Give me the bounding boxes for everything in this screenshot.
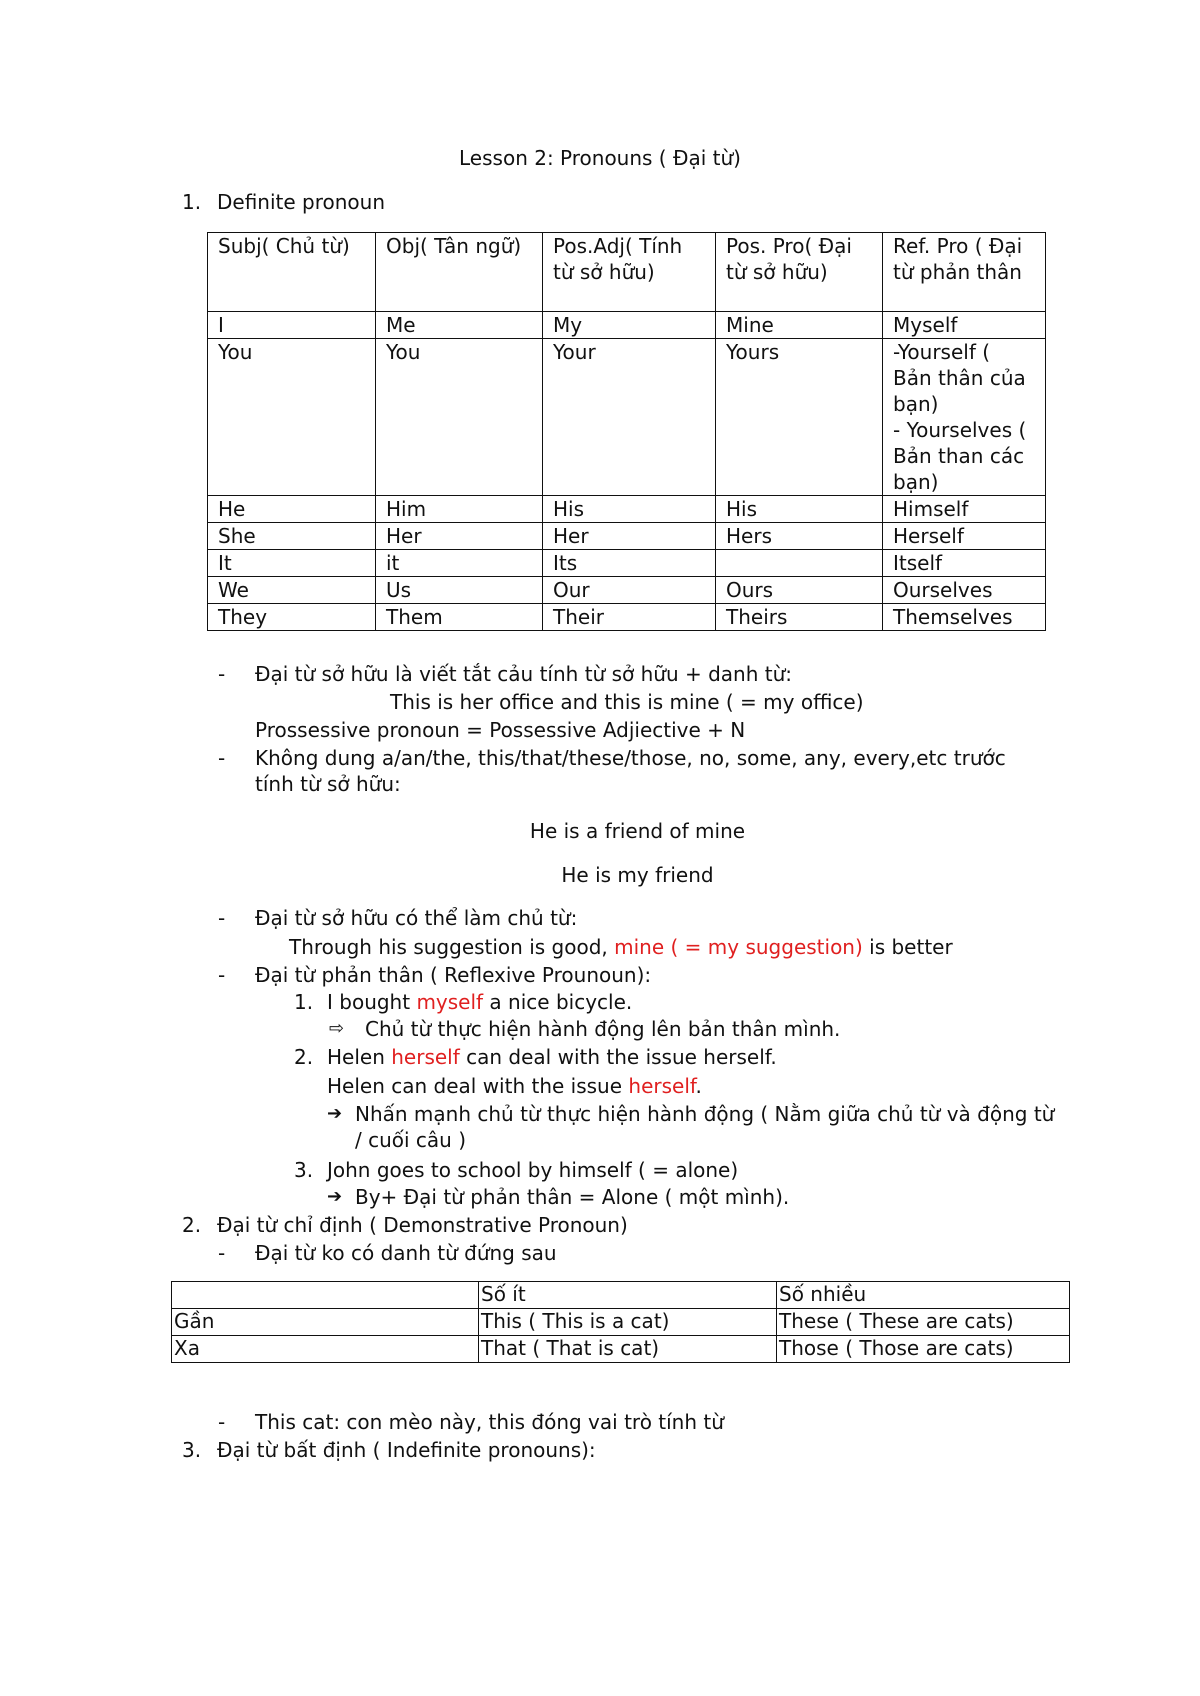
table-cell: Gần: [172, 1309, 479, 1336]
note-formula: Prossessive pronoun = Possessive Adjiective + N: [255, 718, 746, 742]
table-row: [208, 523, 1046, 550]
highlight-text: herself: [628, 1074, 696, 1098]
table-cell: That ( That is cat): [479, 1336, 777, 1363]
example-text: Helen: [327, 1045, 392, 1069]
example-text: is better: [862, 935, 953, 959]
table-cell: Myself: [883, 312, 1046, 339]
table-cell: Mine: [716, 312, 883, 339]
table-cell: Those ( Those are cats): [777, 1336, 1070, 1363]
bullet-dash: -: [218, 1241, 226, 1265]
table-cell: Her: [543, 523, 716, 550]
table-row: [208, 604, 1046, 631]
reflexive-note-3: By+ Đại từ phản thân = Alone ( một mình).: [355, 1185, 790, 1209]
table-cell: it: [376, 550, 543, 577]
table-cell: Me: [376, 312, 543, 339]
header-possessive-pronoun: Pos. Pro( Đại từ sở hữu): [716, 233, 883, 312]
table-row: [208, 312, 1046, 339]
example-sentence-b: He is my friend: [561, 863, 714, 887]
table-cell: Herself: [883, 523, 1046, 550]
table-cell: I: [208, 312, 376, 339]
note-reflexive: Đại từ phản thân ( Reflexive Prounoun):: [255, 963, 652, 987]
example-text: Through his suggestion is good,: [289, 935, 615, 959]
arrow-icon: ⇨: [329, 1018, 345, 1039]
table-cell: Her: [376, 523, 543, 550]
table-cell: My: [543, 312, 716, 339]
table-cell: This ( This is a cat): [479, 1309, 777, 1336]
example-text: can deal with the issue herself.: [459, 1045, 777, 1069]
table-cell: You: [376, 339, 543, 496]
header-empty: [172, 1282, 479, 1309]
note-subject-example: [289, 934, 953, 960]
table-cell: Themselves: [883, 604, 1046, 631]
highlight-text: myself: [416, 990, 484, 1014]
reflexive-note-2: [355, 1101, 1055, 1153]
table-cell: You: [208, 339, 376, 496]
header-subject: Subj( Chủ từ): [208, 233, 376, 312]
reflexive-example-1: [327, 989, 632, 1015]
reflexive-example-2: [327, 1044, 777, 1070]
table-cell: Our: [543, 577, 716, 604]
pronoun-table: [207, 232, 1046, 631]
example-text: .: [695, 1074, 702, 1098]
section-1-number: 1.: [182, 190, 202, 214]
table-row: [172, 1336, 1070, 1363]
table-cell: -Yourself ( Bản thân của bạn) - Yourselves ( Bản than các bạn): [883, 339, 1046, 496]
note-example: This is her office and this is mine ( = my office): [390, 690, 864, 714]
reflexive-note-1: Chủ từ thực hiện hành động lên bản thân mình.: [365, 1017, 841, 1041]
table-cell: Ours: [716, 577, 883, 604]
table-cell: Him: [376, 496, 543, 523]
table-cell: She: [208, 523, 376, 550]
table-cell: [716, 550, 883, 577]
table-row: [208, 496, 1046, 523]
table-cell: Theirs: [716, 604, 883, 631]
arrow-icon: ➔: [327, 1103, 343, 1124]
table-cell: He: [208, 496, 376, 523]
table-cell: Yours: [716, 339, 883, 496]
table-cell: Its: [543, 550, 716, 577]
section-2-number: 2.: [182, 1213, 202, 1237]
table-cell: His: [543, 496, 716, 523]
table-cell: These ( These are cats): [777, 1309, 1070, 1336]
table-cell: We: [208, 577, 376, 604]
table-row: [208, 339, 1046, 496]
table-row: [172, 1309, 1070, 1336]
table-row: [208, 577, 1046, 604]
note-possessive-definition: Đại từ sở hữu là viết tắt cảu tính từ sở hữu + danh từ:: [255, 662, 793, 686]
table-cell: His: [716, 496, 883, 523]
arrow-icon: ➔: [327, 1186, 343, 1207]
table-cell: Hers: [716, 523, 883, 550]
reflexive-example-2b: [327, 1073, 702, 1099]
header-singular: Số ít: [479, 1282, 777, 1309]
section-3-number: 3.: [182, 1438, 202, 1462]
demonstrative-table: [171, 1281, 1070, 1363]
list-number: 3.: [294, 1158, 314, 1182]
list-number: 2.: [294, 1045, 314, 1069]
header-possessive-adjective: Pos.Adj( Tính từ sở hữu): [543, 233, 716, 312]
table-cell: Ourselves: [883, 577, 1046, 604]
page-title: Lesson 2: Pronouns ( Đại từ): [459, 146, 741, 170]
section-3-heading: Đại từ bất định ( Indefinite pronouns):: [217, 1438, 596, 1462]
note-no-articles: Không dung a/an/the, this/that/these/those, no, some, any, every,etc trước tính từ sở hữu:: [255, 746, 1006, 796]
table-cell: Us: [376, 577, 543, 604]
table-cell: Himself: [883, 496, 1046, 523]
header-plural: Số nhiều: [777, 1282, 1070, 1309]
table-cell: Them: [376, 604, 543, 631]
bullet-dash: -: [218, 746, 226, 770]
table-cell: Your: [543, 339, 716, 496]
table-header-row: [208, 233, 1046, 312]
highlight-text: herself: [391, 1045, 460, 1069]
table-cell: Xa: [172, 1336, 479, 1363]
reflexive-note-2-text: Nhấn mạnh chủ từ thực hiện hành động ( Nằm giữa chủ từ và động từ / cuối câu ): [355, 1102, 1055, 1152]
note-this-cat: This cat: con mèo này, this đóng vai trò tính từ: [255, 1410, 724, 1434]
table-cell: It: [208, 550, 376, 577]
table-header-row: [172, 1282, 1070, 1309]
reflexive-example-3: John goes to school by himself ( = alone): [327, 1158, 739, 1182]
note-demonstrative: Đại từ ko có danh từ đứng sau: [255, 1241, 557, 1265]
bullet-dash: -: [218, 906, 226, 930]
bullet-dash: -: [218, 963, 226, 987]
example-text: a nice bicycle.: [483, 990, 633, 1014]
section-2-heading: Đại từ chỉ định ( Demonstrative Pronoun): [217, 1213, 628, 1237]
header-reflexive-pronoun: Ref. Pro ( Đại từ phản thân: [883, 233, 1046, 312]
note-subject-use: Đại từ sở hữu có thể làm chủ từ:: [255, 906, 578, 930]
table-cell: Their: [543, 604, 716, 631]
bullet-dash: -: [218, 662, 226, 686]
table-cell: They: [208, 604, 376, 631]
section-1-heading: Definite pronoun: [217, 190, 386, 214]
highlight-text: mine ( = my suggestion): [614, 935, 863, 959]
example-text: Helen can deal with the issue: [327, 1074, 629, 1098]
example-text: I bought: [327, 990, 417, 1014]
bullet-dash: -: [218, 1410, 226, 1434]
example-sentence-a: He is a friend of mine: [529, 819, 746, 843]
list-number: 1.: [294, 990, 314, 1014]
table-row: [208, 550, 1046, 577]
table-cell: Itself: [883, 550, 1046, 577]
header-object: Obj( Tân ngữ): [376, 233, 543, 312]
